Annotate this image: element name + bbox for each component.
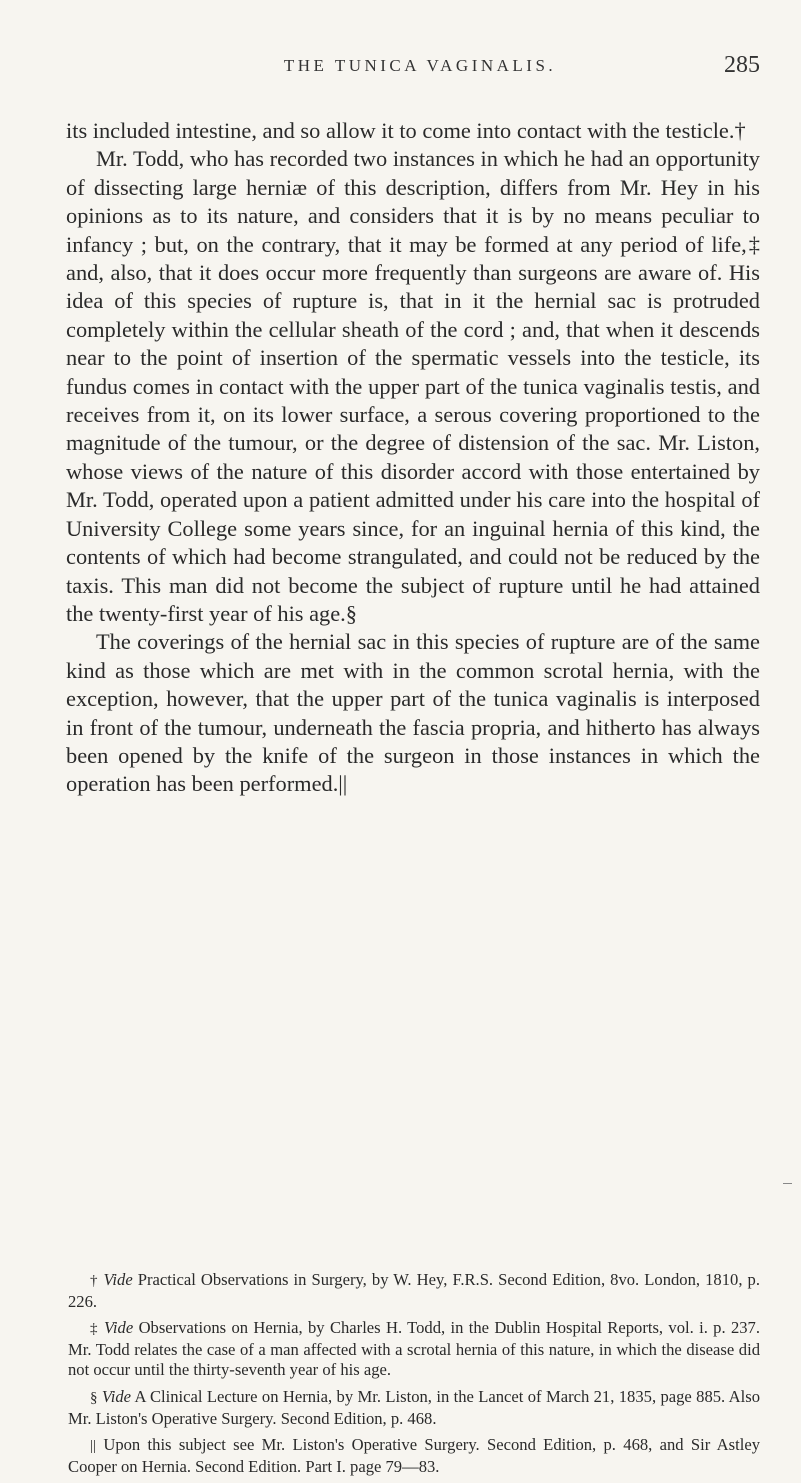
footnote-mark: ‡ <box>90 1321 99 1338</box>
footnotes <box>68 1270 760 1483</box>
footnote-vide: Vide <box>103 1270 133 1289</box>
paragraph-3: The coverings of the hernial sac in this species of rupture are of the same kind as those which are met with in the common scrotal hernia, with the exception, however, that the upper part of the tunica vaginalis is interposed in front of the tumour, underneath the fascia propria, and hitherto has always been opened by the knife of the surgeon in those instances in which the operation has been performed.|| <box>66 629 760 797</box>
footnote-1 <box>68 1270 760 1312</box>
footnote-text: Practical Observations in Surgery, by W. Hey, F.R.S. Second Edition, 8vo. London, 1810, p. 226. <box>68 1270 760 1311</box>
footnote-3 <box>68 1387 760 1429</box>
running-head <box>80 52 760 86</box>
footnote-vide: Vide <box>101 1386 132 1406</box>
margin-mark <box>783 1183 792 1184</box>
running-title: THE TUNICA VAGINALIS. <box>283 56 557 75</box>
paragraph-1: its included intestine, and so allow it to come into contact with the testicle.† <box>66 118 746 143</box>
paragraph-2: Mr. Todd, who has recorded two instances in which he had an opportunity of dissecting large herniæ of this description, differs from Mr. Hey in his opinions as to its nature, and considers that it is by no means peculiar to infancy ; but, on the contrary, that it may be formed at any period of life,‡ and, also, that it does occur more frequently than surgeons are aware of. His idea of this species of rupture is, that in it the hernial sac is protruded completely within the cellular sheath of the cord ; and, that when it descends near to the point of insertion of the spermatic vessels into the testicle, its fundus comes in contact with the upper part of the tunica vaginalis testis, and receives from it, on its lower surface, a serous covering proportioned to the magnitude of the tumour, or the degree of distension of the sac. Mr. Liston, whose views of the nature of this disorder accord with those entertained by Mr. Todd, operated upon a patient admitted under his care into the hospital of University College some years since, for an inguinal hernia of this kind, the contents of which had become strangulated, and could not be reduced by the taxis. This man did not become the subject of rupture until he had attained the twenty-first year of his age.§ <box>66 146 760 626</box>
footnote-4 <box>68 1435 760 1477</box>
body-text <box>66 117 760 799</box>
footnote-mark: † <box>90 1273 99 1289</box>
footnote-mark: § <box>90 1389 98 1406</box>
footnote-vide: Vide <box>104 1318 134 1338</box>
footnote-2 <box>68 1318 760 1381</box>
footnote-text: Upon this subject see Mr. Liston's Operative Surgery. Second Edition, p. 468, and Sir Astley Cooper on Hernia. Second Edition. Part I. page 79—83. <box>68 1435 760 1476</box>
page-number: 285 <box>724 52 760 78</box>
footnote-mark: || <box>90 1438 97 1455</box>
footnote-text: A Clinical Lecture on Hernia, by Mr. Liston, in the Lancet of March 21, 1835, page 885. Also Mr. Liston's Operative Surgery. Second Edition, p. 468. <box>68 1386 760 1428</box>
footnote-text: Observations on Hernia, by Charles H. Todd, in the Dublin Hospital Reports, vol. i. p. 237. Mr. Todd relates the case of a man affected with a scrotal hernia of this nature, in which the disease did not occur until the thirty-seventh year of his age. <box>68 1318 761 1380</box>
